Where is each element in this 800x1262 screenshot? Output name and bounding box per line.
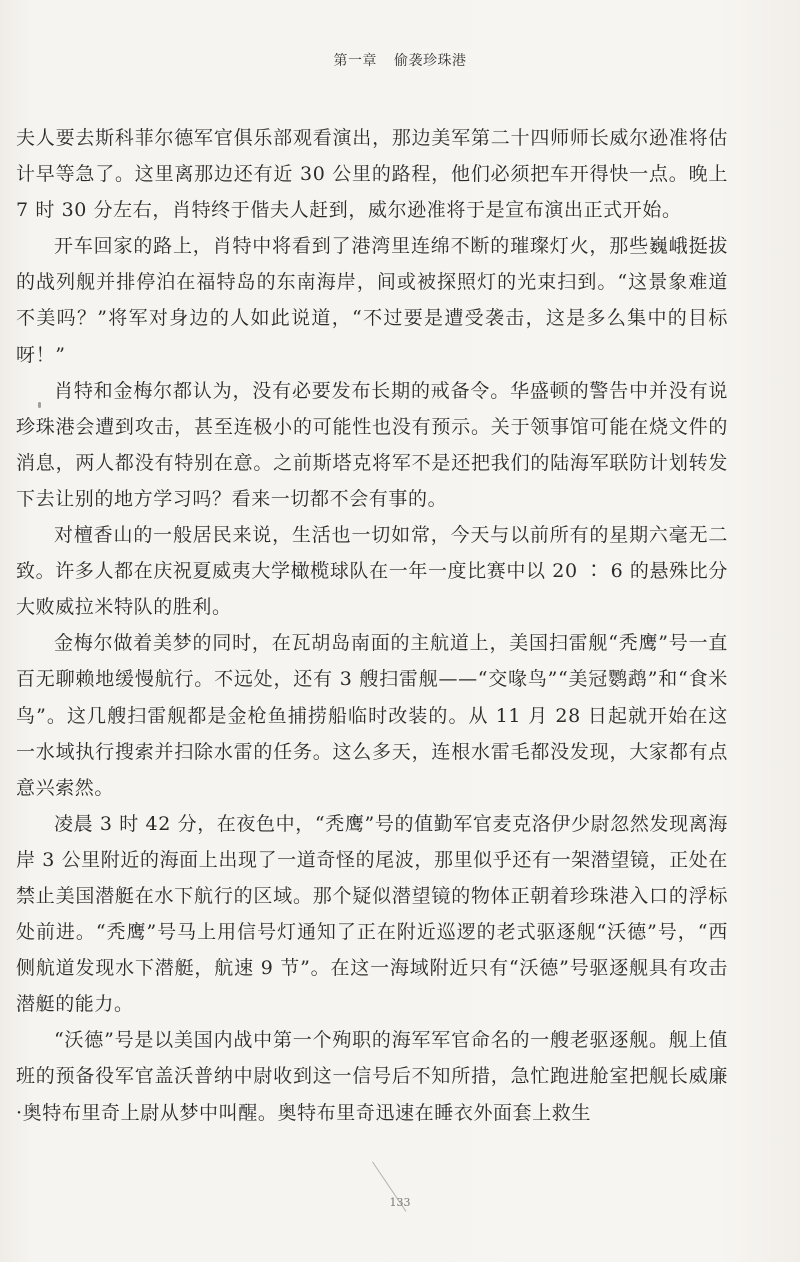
paragraph: 凌晨 3 时 42 分，在夜色中，“秃鹰”号的值勤军官麦克洛伊少尉忽然发现离海岸 3 公里附近的海面上出现了一道奇怪的尾波，那里似乎还有一架潜望镜，正处在禁止美国潜艇在水下航行的区域。那个疑似潜望镜的物体正朝着珍珠港入口的浮标处前进。“秃鹰”号马上用信号灯通知了正在附近巡逻的老式驱逐舰“沃德”号，“西侧航道发现水下潜艇，航速 9 节”。在这一海域附近只有“沃德”号驱逐舰具有攻击潜艇的能力。 — [16, 812, 728, 1016]
paragraph: 对檀香山的一般居民来说，生活也一切如常，今天与以前所有的星期六毫无二致。许多人都在庆祝夏威夷大学橄榄球队在一年一度比赛中以 20 ∶ 6 的悬殊比分大败威拉米特队的胜利。 — [16, 524, 728, 619]
paragraph: 金梅尔做着美梦的同时，在瓦胡岛南面的主航道上，美国扫雷舰“秃鹰”号一直百无聊赖地缓慢航行。不远处，还有 3 艘扫雷舰——“交喙鸟”“美冠鹦鹉”和“食米鸟”。这几艘扫雷舰都是金枪鱼捕捞船临时改装的。从 11 月 28 日起就开始在这一水域执行搜索并扫除水雷的任务。这么多天，连根水雷毛都没发现，大家都有点意兴索然。 — [16, 632, 728, 799]
chapter-label: 第一章 — [333, 53, 378, 69]
running-header — [0, 50, 800, 70]
body-text — [16, 120, 728, 1131]
page-number: 133 — [389, 1196, 411, 1209]
paragraph: 肖特和金梅尔都认为，没有必要发布长期的戒备令。华盛顿的警告中并没有说珍珠港会遭到攻击，甚至连极小的可能性也没有预示。关于领事馆可能在烧文件的消息，两人都没有特别在意。之前斯塔克将军不是还把我们的陆海军联防计划转发下去让别的地方学习吗？看来一切都不会有事的。 — [16, 379, 728, 510]
paragraph: 开车回家的路上，肖特中将看到了港湾里连绵不断的璀璨灯火，那些巍峨挺拔的战列舰并排停泊在福特岛的东南海岸，间或被探照灯的光束扫到。“这景象难道不美吗？”将军对身边的人如此说道，“不过要是遭受袭击，这是多么集中的目标呀！” — [16, 235, 728, 366]
paragraph: “沃德”号是以美国内战中第一个殉职的海军军官命名的一艘老驱逐舰。舰上值班的预备役军官盖沃普纳中尉收到这一信号后不知所措，急忙跑进舱室把舰长威廉·奥特布里奇上尉从梦中叫醒。奥特布里奇迅速在睡衣外面套上救生 — [16, 1029, 728, 1124]
paragraph: 夫人要去斯科菲尔德军官俱乐部观看演出，那边美军第二十四师师长威尔逊准将估计早等急了。这里离那边还有近 30 公里的路程，他们必须把车开得快一点。晚上 7 时 30 分左右，肖特终于偕夫人赶到，威尔逊准将于是宣布演出正式开始。 — [16, 127, 728, 222]
chapter-title: 偷袭珍珠港 — [393, 53, 467, 69]
